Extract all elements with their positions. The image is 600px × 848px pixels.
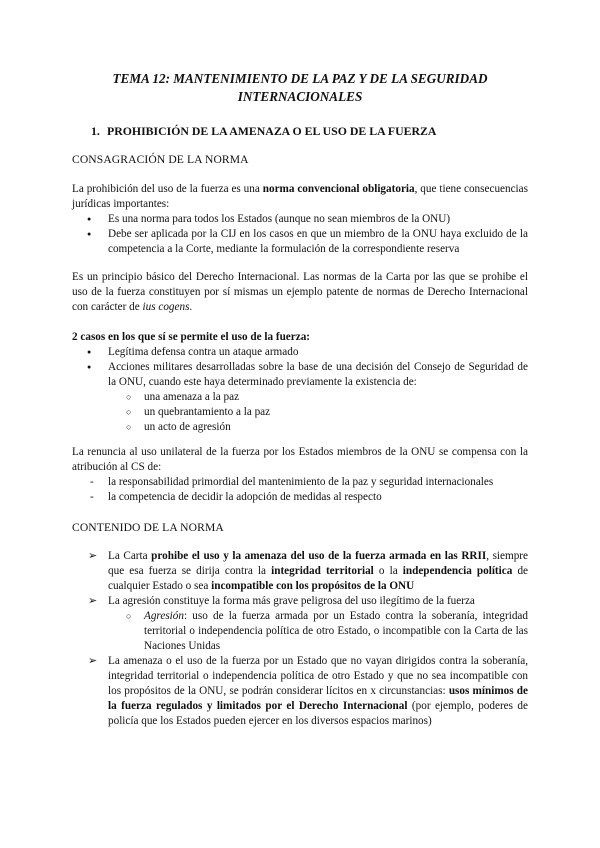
list-item: - la responsabilidad primordial del mantenimiento de la paz y seguridad internacionales xyxy=(72,475,528,490)
bold-run: usos mínimos de la fuerza regulados y limitados por el Derecho Internacional xyxy=(108,685,528,712)
text-run: : uso de la fuerza armada por un Estado contra la soberanía, integridad territorial o independencia política de otro Estado, o incompatible con la Carta de las Naciones Unidas xyxy=(144,610,528,652)
list-item: ● Legítima defensa contra un ataque armado xyxy=(72,345,528,360)
bold-run: integridad territorial xyxy=(271,565,374,577)
heading-1 xyxy=(91,124,436,139)
list-item: ● Acciones militares desarrolladas sobre la base de una decisión del Consejo de Seguridad de la ONU, cuando este haya determinado previamente la existencia de: xyxy=(72,360,528,390)
italic-run: Agresión xyxy=(144,610,184,622)
consequences-list xyxy=(72,212,528,257)
dash-list xyxy=(72,475,528,505)
text-run: La prohibición del uso de la fuerza es una xyxy=(72,183,263,195)
cases-list xyxy=(72,345,528,390)
sub-list-item: ○ un quebrantamiento a la paz xyxy=(72,405,528,420)
cases-heading: 2 casos en los que sí se permite el uso de la fuerza: xyxy=(72,331,311,343)
section-heading-consagracion: CONSAGRACIÓN DE LA NORMA xyxy=(72,153,249,166)
text-run: Es un principio básico del Derecho Internacional. Las normas de la Carta por las que se prohibe el uso de la fuerza constituyen por sí mismas un ejemplo patente de normas de Derecho Internacional con carácter de xyxy=(72,271,528,313)
bold-run: independencia política xyxy=(402,565,513,577)
text-run: , que tiene consecuencias jurídicas importantes: xyxy=(72,183,528,210)
text-run: o la xyxy=(373,565,403,577)
text-run: , siempre que esa fuerza se dirija contra la xyxy=(108,550,528,577)
paragraph-norma xyxy=(72,182,528,257)
sub-list-item: ○ un acto de agresión xyxy=(72,420,528,435)
text-run: . xyxy=(189,301,193,313)
arrow-item xyxy=(72,549,528,594)
contenido-block xyxy=(72,549,528,729)
paragraph-renuncia xyxy=(72,445,528,505)
italic-run: ius cogens xyxy=(142,301,190,313)
list-item: ● Debe ser aplicada por la CIJ en los casos en que un miembro de la ONU haya excluido de la competencia a la Corte, mediante la formulación de la correspondiente reserva xyxy=(72,227,528,257)
arrow-item xyxy=(72,594,528,654)
bold-run: norma convencional obligatoria xyxy=(262,183,415,195)
bold-run: incompatible con los propósitos de la ONU xyxy=(211,580,415,592)
text-run: La Carta xyxy=(108,550,152,562)
paragraph-ius-cogens xyxy=(72,270,528,315)
text-run: La agresión constituye la forma más grave peligrosa del uso ilegítimo de la fuerza xyxy=(108,595,475,607)
text-run: La amenaza o el uso de la fuerza por un Estado que no vayan dirigidos contra la soberanía, integridad territorial o independencia política de otro Estado y que no sea incompatible con los propósitos de la ONU, se podrán considerar lícitos en x circunstancias: xyxy=(108,655,528,697)
heading-text: PROHIBICIÓN DE LA AMENAZA O EL USO DE LA FUERZA xyxy=(107,124,437,138)
text-run: (por ejemplo, poderes de policía que los Estados pueden ejercer en los diversos espacios marinos) xyxy=(108,700,528,727)
arrow-icon: ➢ xyxy=(88,655,98,667)
paragraph-text xyxy=(72,182,528,212)
document-title: TEMA 12: MANTENIMIENTO DE LA PAZ Y DE LA SEGURIDAD INTERNACIONALES xyxy=(112,71,488,104)
bold-run: prohibe el uso y la amenaza del uso de la fuerza armada en las RRII xyxy=(151,550,487,562)
sub-list-item: ○ una amenaza a la paz xyxy=(72,390,528,405)
arrow-item xyxy=(72,654,528,729)
arrow-icon: ➢ xyxy=(88,595,98,607)
section-heading-contenido: CONTENIDO DE LA NORMA xyxy=(72,521,224,534)
agresion-sub-list xyxy=(72,609,528,654)
arrow-list xyxy=(72,549,528,729)
sub-list-item xyxy=(72,609,528,654)
cases-block xyxy=(72,330,528,435)
paragraph-text: La renuncia al uso unilateral de la fuerza por los Estados miembros de la ONU se compensa con la atribución al CS de: xyxy=(72,446,528,473)
heading-number: 1. xyxy=(91,124,100,138)
list-item: ● Es una norma para todos los Estados (aunque no sean miembros de la ONU) xyxy=(72,212,528,227)
cases-sub-list xyxy=(72,390,528,435)
list-item: - la competencia de decidir la adopción de medidas al respecto xyxy=(72,490,528,505)
text-run: de cualquier Estado o sea xyxy=(108,565,528,592)
arrow-icon: ➢ xyxy=(88,550,98,562)
